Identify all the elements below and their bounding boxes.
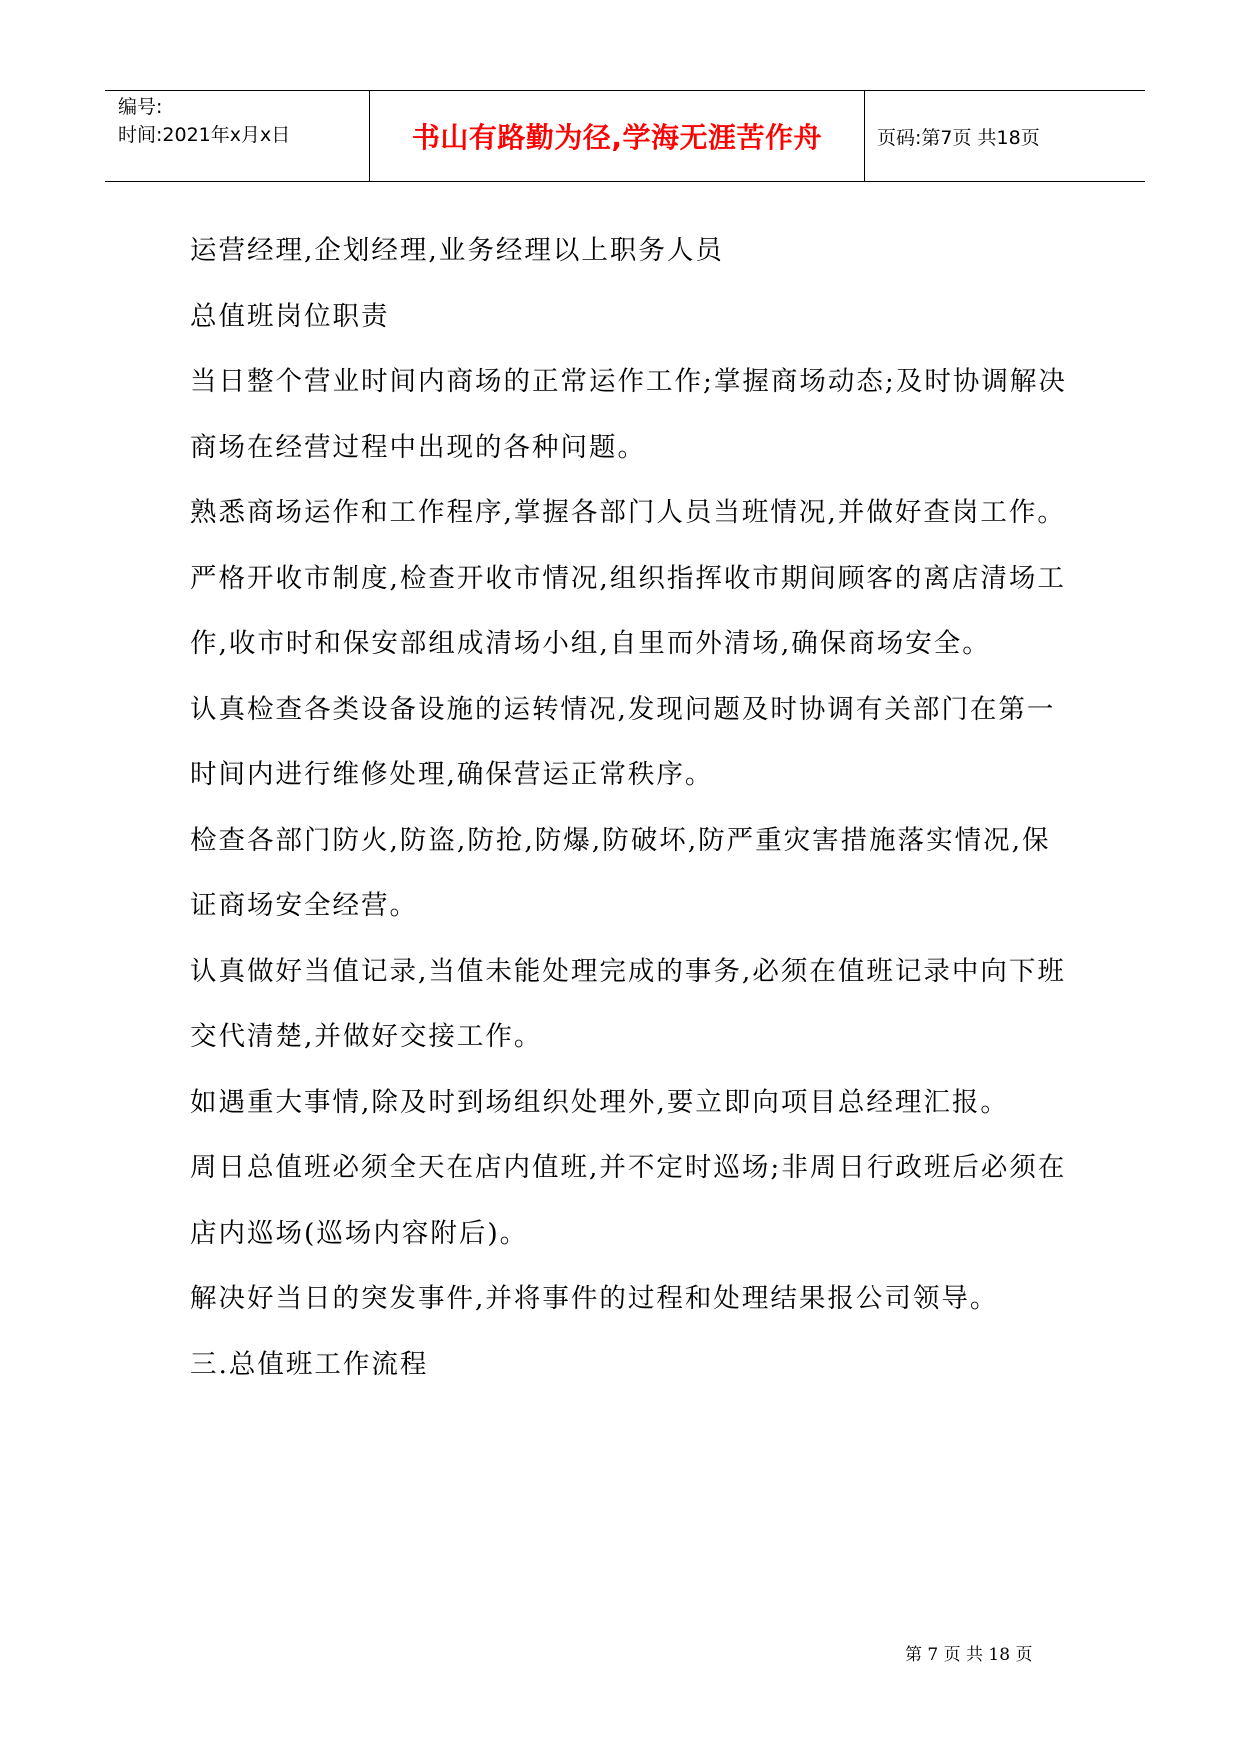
paragraph: 当日整个营业时间内商场的正常运作工作;掌握商场动态;及时协调解决商场在经营过程中出现的各种问题。 bbox=[190, 366, 1067, 463]
paragraph: 运营经理,企划经理,业务经理以上职务人员 bbox=[190, 235, 724, 266]
document-time-label: 时间:2021年x月x日 bbox=[118, 124, 291, 146]
footer-page-number: 第 7 页 共 18 页 bbox=[905, 1645, 1033, 1665]
paragraph: 熟悉商场运作和工作程序,掌握各部门人员当班情况,并做好查岗工作。 bbox=[190, 497, 1066, 528]
paragraph: 检查各部门防火,防盗,防抢,防爆,防破坏,防严重灾害措施落实情况,保证商场安全经营。 bbox=[190, 824, 1051, 921]
section-heading: 总值班岗位职责 bbox=[190, 300, 390, 332]
document-number-label: 编号: bbox=[118, 96, 163, 118]
document-body bbox=[190, 218, 1070, 1397]
header-page-label: 页码:第7页 共18页 bbox=[877, 126, 1040, 149]
paragraph: 如遇重大事情,除及时到场组织处理外,要立即向项目总经理汇报。 bbox=[190, 1086, 1009, 1118]
header-motto: 书山有路勤为径,学海无涯苦作舟 bbox=[411, 121, 823, 154]
paragraph: 周日总值班必须全天在店内值班,并不定时巡场;非周日行政班后必须在店内巡场(巡场内容附后)。 bbox=[190, 1152, 1067, 1249]
paragraph: 解决好当日的突发事件,并将事件的过程和处理结果报公司领导。 bbox=[190, 1283, 999, 1314]
section-heading: 三.总值班工作流程 bbox=[190, 1348, 429, 1380]
paragraph: 认真做好当值记录,当值未能处理完成的事务,必须在值班记录中向下班交代清楚,并做好交接工作。 bbox=[190, 955, 1066, 1052]
paragraph: 严格开收市制度,检查开收市情况,组织指挥收市期间顾客的离店清场工作,收市时和保安部组成清场小组,自里而外清场,确保商场安全。 bbox=[190, 562, 1066, 659]
page-footer bbox=[905, 1640, 1032, 1665]
header-motto-cell bbox=[370, 91, 865, 181]
page-header bbox=[105, 90, 1145, 182]
paragraph: 认真检查各类设备设施的运转情况,发现问题及时协调有关部门在第一时间内进行维修处理,确保营运正常秩序。 bbox=[190, 693, 1056, 790]
header-page-cell bbox=[865, 91, 1145, 181]
header-meta bbox=[105, 91, 370, 181]
